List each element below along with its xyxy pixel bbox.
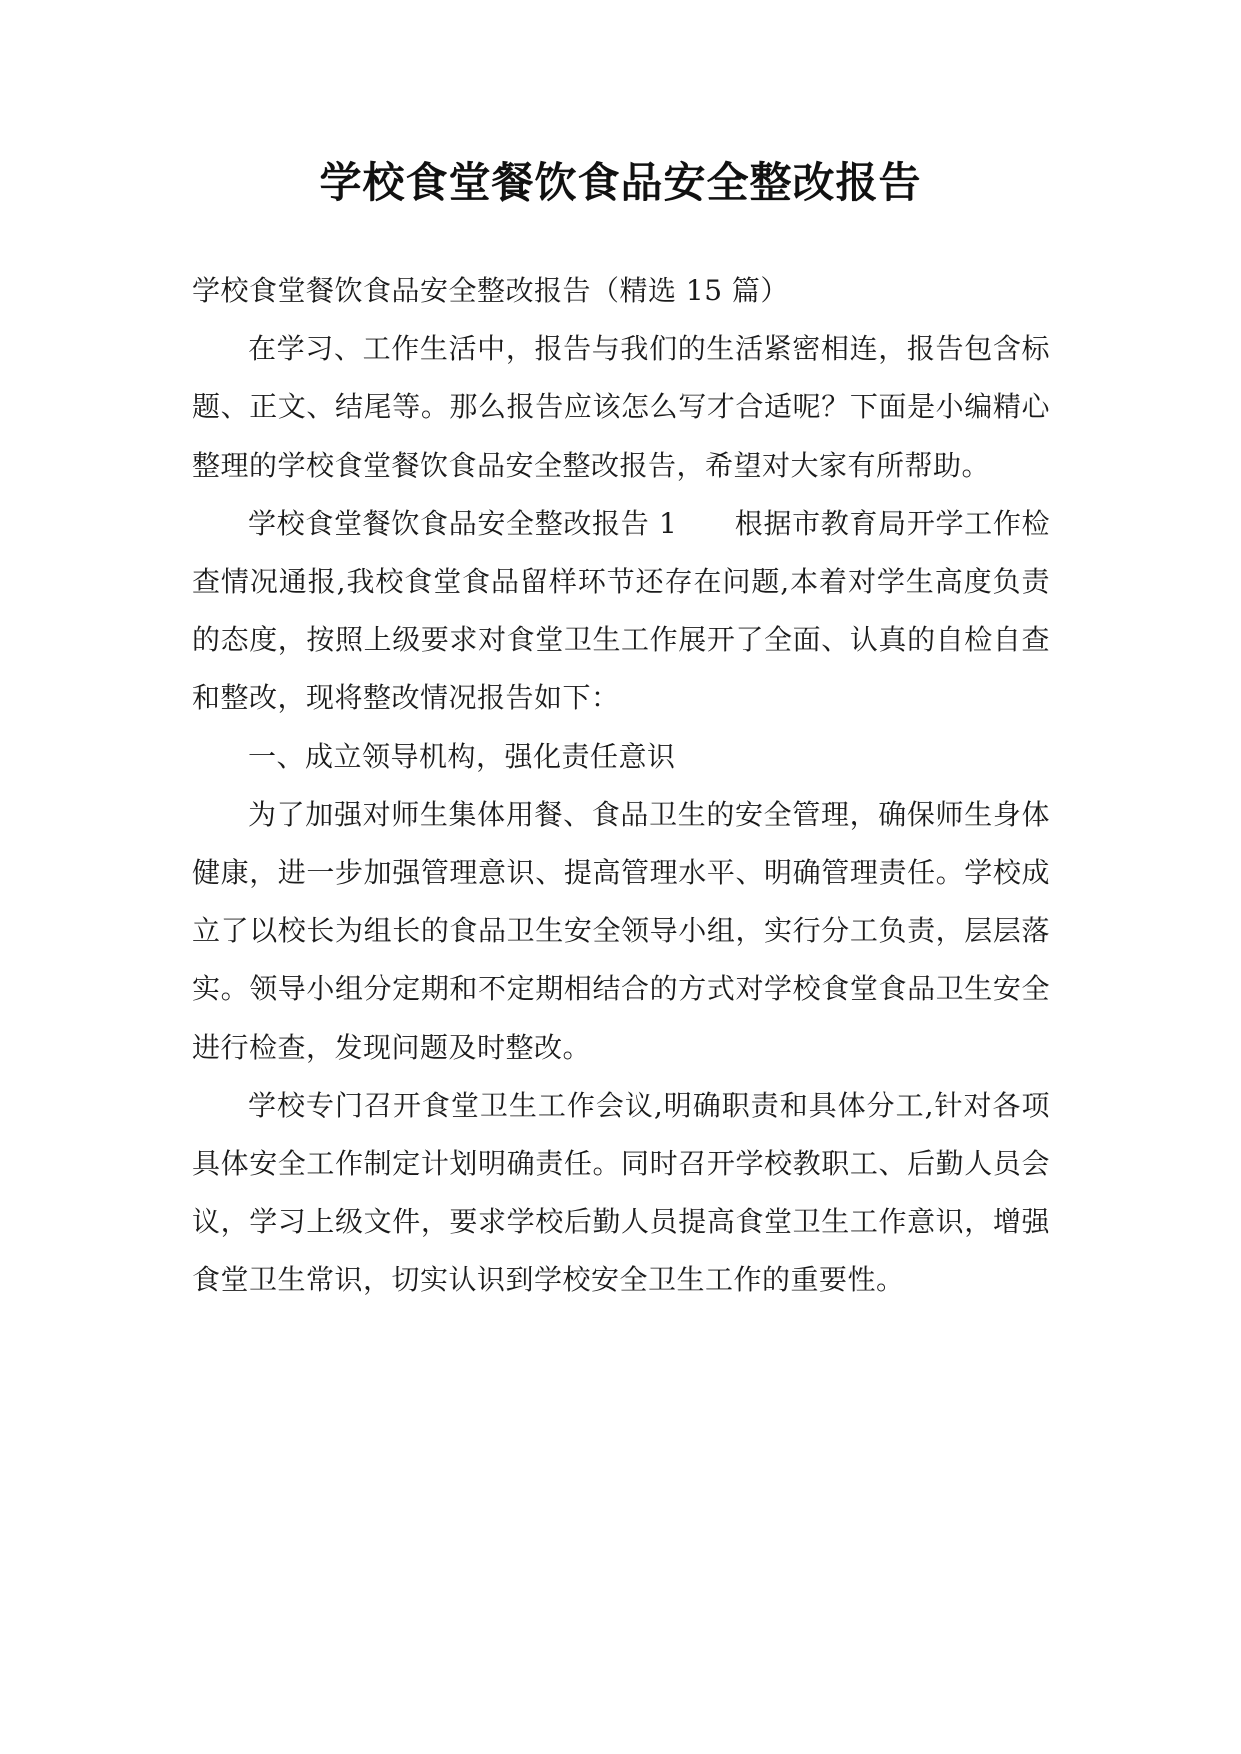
document-body [192, 262, 1050, 1310]
body-paragraph: 学校专门召开食堂卫生工作会议,明确职责和具体分工,针对各项具体安全工作制定计划明确责任。同时召开学校教职工、后勤人员会议，学习上级文件，要求学校后勤人员提高食堂卫生工作意识，增强食堂卫生常识，切实认识到学校安全卫生工作的重要性。 [192, 1088, 1050, 1297]
section-heading: 一、成立领导机构，强化责任意识 [248, 739, 676, 773]
intro-paragraph: 在学习、工作生活中，报告与我们的生活紧密相连，报告包含标题、正文、结尾等。那么报告应该怎么写才合适呢？下面是小编精心整理的学校食堂餐饮食品安全整改报告，希望对大家有所帮助。 [192, 332, 1050, 482]
document-title: 学校食堂餐饮食品安全整改报告 [319, 158, 922, 207]
body-paragraph: 为了加强对师生集体用餐、食品卫生的安全管理，确保师生身体健康，进一步加强管理意识、提高管理水平、明确管理责任。学校成立了以校长为组长的食品卫生安全领导小组，实行分工负责，层层落实。领导小组分定期和不定期相结合的方式对学校食堂食品卫生安全进行检查，发现问题及时整改。 [192, 797, 1050, 1064]
report-1-paragraph: 学校食堂餐饮食品安全整改报告 1 根据市教育局开学工作检查情况通报,我校食堂食品留样环节还存在问题,本着对学生高度负责的态度，按照上级要求对食堂卫生工作展开了全面、认真的自检自查和整改，现将整改情况报告如下： [192, 506, 1050, 715]
subtitle-paragraph: 学校食堂餐饮食品安全整改报告（精选 15 篇） [192, 274, 789, 307]
